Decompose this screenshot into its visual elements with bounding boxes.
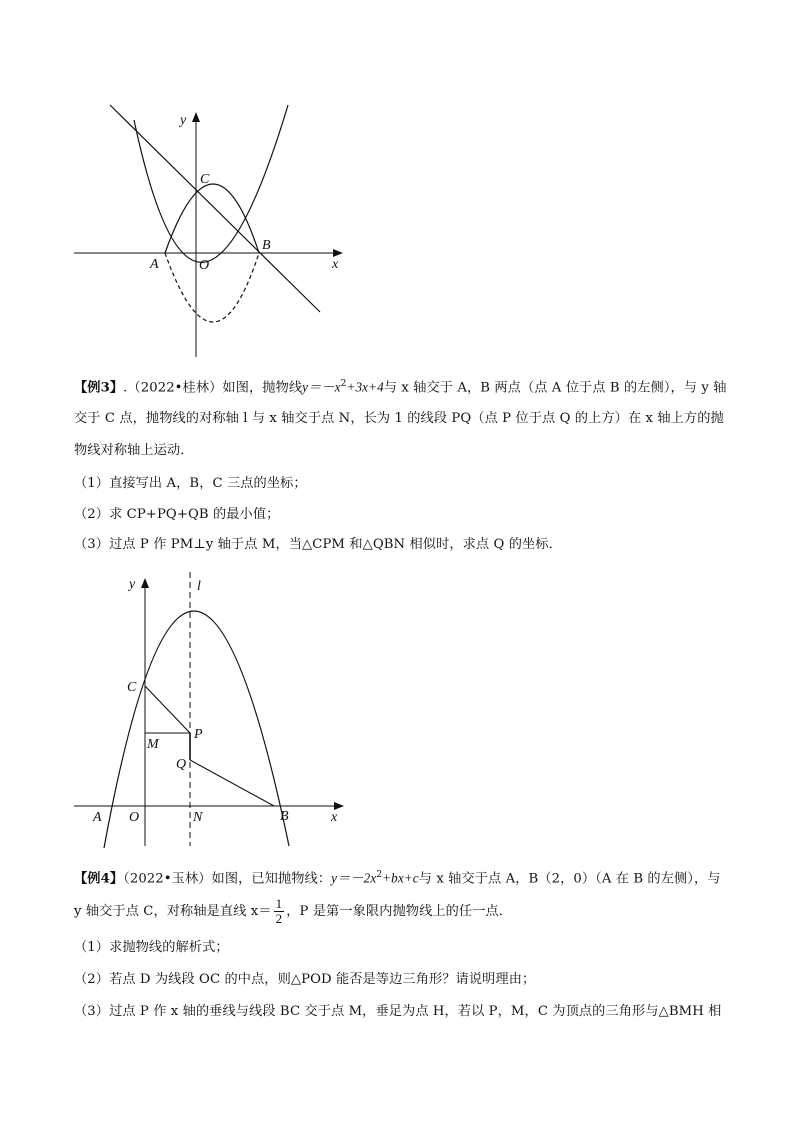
label-n: N bbox=[193, 810, 203, 825]
example3-tag: 【例3】 bbox=[74, 380, 124, 396]
label-o: O bbox=[129, 810, 140, 825]
example4-text2b: ，P 是第一象限内抛物线上的任一点． bbox=[286, 904, 513, 919]
example4-question2: （2）若点 D 为线段 OC 的中点，则△POD 能否是等边三角形？请说明理由； bbox=[74, 972, 536, 987]
example4-text2a: y 轴交于点 C，对称轴是直线 x＝ bbox=[74, 904, 272, 919]
example3-equation: y＝－x bbox=[302, 379, 341, 395]
label-c: C bbox=[200, 172, 210, 187]
label-m: M bbox=[147, 737, 159, 752]
example4-equation: y＝－2x bbox=[331, 870, 377, 886]
label-o: O bbox=[199, 258, 210, 273]
example4-question3: （3）过点 P 作 x 轴的垂线与线段 BC 交于点 M，垂足为点 H，若以 P，M，C 为顶点的三角形与△BMH 相 bbox=[74, 1004, 722, 1019]
example4-text1b: 与 x 轴交于点 A，B（2，0）（A 在 B 的左侧），与 bbox=[418, 871, 721, 887]
example3-text1b: 与 x 轴交于 A，B 两点（点 A 位于点 B 的左侧），与 y 轴 bbox=[383, 380, 727, 396]
label-y: y bbox=[129, 577, 136, 592]
example3-question3: （3）过点 P 作 PM⊥y 轴于点 M，当△CPM 和△QBN 相似时，求点 Q 的坐标． bbox=[74, 537, 562, 552]
label-l: l bbox=[197, 579, 201, 594]
example4-line2 bbox=[74, 897, 724, 926]
example4-line1 bbox=[74, 862, 724, 892]
label-c: C bbox=[127, 680, 137, 695]
example3-eq-sup: 2 bbox=[340, 379, 347, 389]
label-p: P bbox=[194, 727, 203, 742]
fraction-denominator: 2 bbox=[275, 911, 283, 926]
segment-cp bbox=[145, 686, 190, 733]
x-axis-arrow bbox=[334, 802, 344, 810]
label-x: x bbox=[331, 810, 338, 825]
label-a: A bbox=[93, 810, 102, 825]
label-a: A bbox=[150, 257, 159, 272]
label-x: x bbox=[332, 257, 339, 272]
example3-eq-rest: +3x+4 bbox=[346, 379, 384, 395]
example4-question1: （1）求抛物线的解析式； bbox=[74, 940, 229, 955]
label-b: B bbox=[280, 809, 289, 824]
example4-text1a: 如图，已知抛物线： bbox=[211, 871, 332, 887]
example3-text1a: 如图，抛物线 bbox=[222, 380, 303, 396]
fraction-one-half bbox=[274, 897, 285, 926]
example3-source: .（2022•桂林） bbox=[123, 380, 223, 396]
fraction-numerator: 1 bbox=[275, 896, 283, 911]
label-b: B bbox=[262, 238, 271, 253]
example3-line2: 交于 C 点，抛物线的对称轴 l 与 x 轴交于点 N，长为 1 的线段 PQ（点 P 位于点 Q 的上方）在 x 轴上方的抛 bbox=[74, 411, 724, 426]
example3-line3: 物线对称轴上运动． bbox=[74, 443, 194, 458]
example4-eq-rest: +bx+c bbox=[382, 870, 419, 886]
label-q: Q bbox=[176, 757, 187, 772]
example3-question2: （2）求 CP+PQ+QB 的最小值； bbox=[74, 507, 280, 522]
example3-question1: （1）直接写出 A，B，C 三点的坐标； bbox=[74, 476, 307, 491]
label-y: y bbox=[180, 113, 187, 128]
example4-eq-sup: 2 bbox=[376, 870, 383, 880]
example4-source: （2022•玉林） bbox=[123, 871, 212, 887]
segment-qb bbox=[190, 760, 274, 806]
example4-tag: 【例4】 bbox=[74, 871, 124, 887]
y-axis-arrow bbox=[141, 578, 149, 588]
